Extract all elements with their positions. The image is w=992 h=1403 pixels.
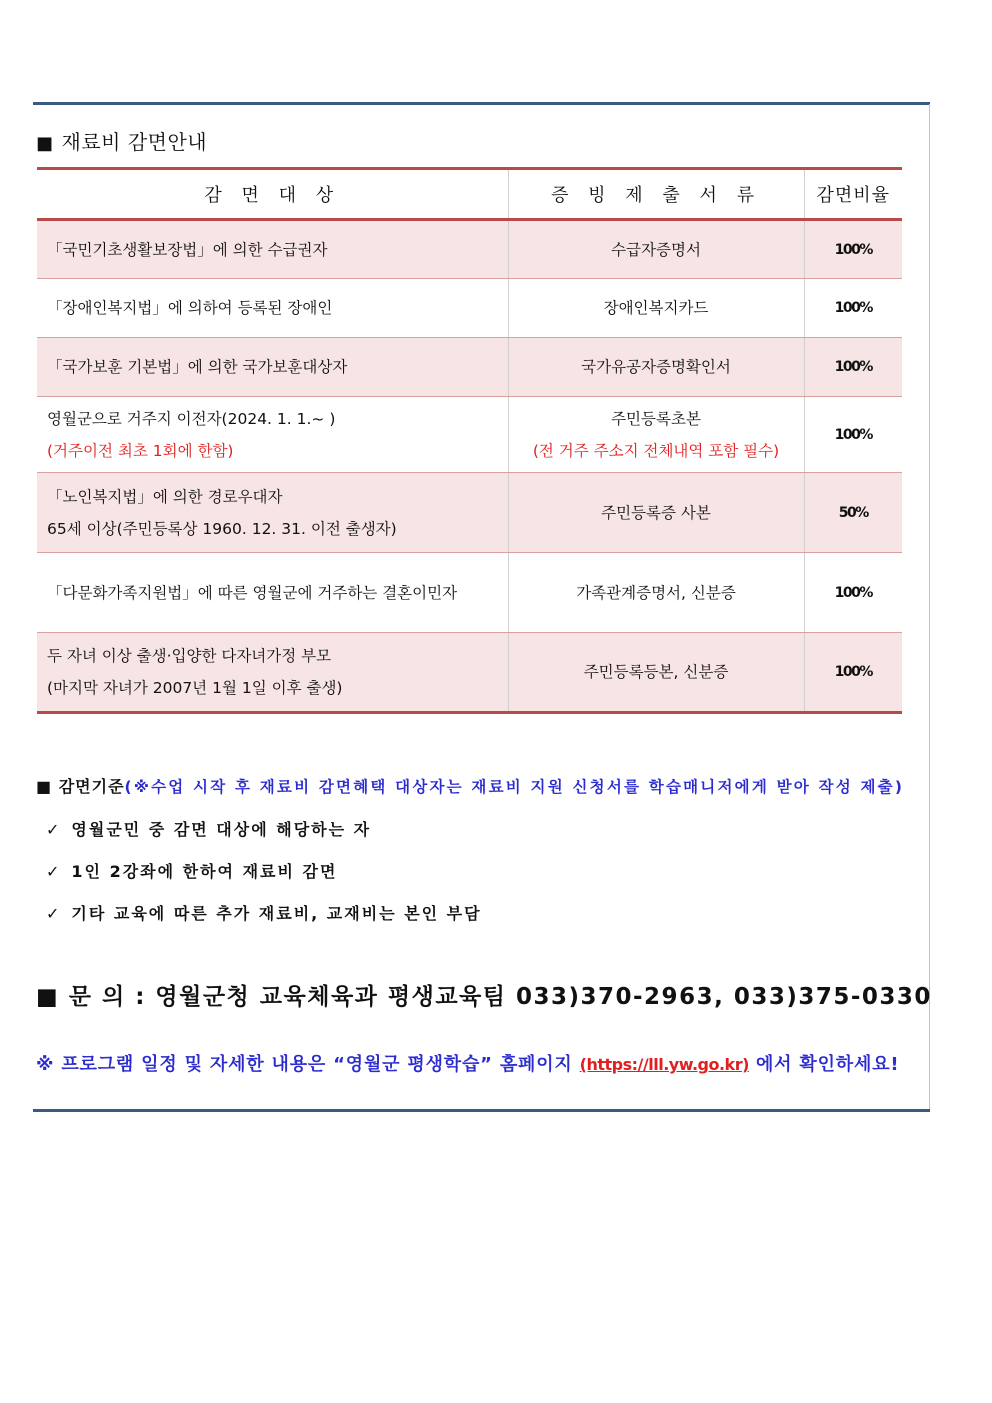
header-rate: 감면비율: [804, 169, 902, 220]
row-rate: 100%: [804, 633, 902, 713]
row-rate: 100%: [804, 338, 902, 397]
row-target: 두 자녀 이상 출생·입양한 다자녀가정 부모 (마지막 자녀가 2007년 1월 1일 이후 출생): [37, 633, 508, 713]
notice-prefix: ※ 프로그램 일정 및 자세한 내용은 “영월군 평생학습” 홈페이지: [36, 1054, 580, 1075]
contact-text: 문 의 : 영월군청 교육체육과 평생교육팀 033)370-2963, 033)375-0330: [68, 984, 932, 1010]
row-target-note: (거주이전 최초 1회에 한함): [47, 441, 234, 460]
row-document: 주민등록등본, 신분증: [508, 633, 804, 713]
row-rate: 100%: [804, 220, 902, 279]
row-target: 「국가보훈 기본법」에 의한 국가보훈대상자: [37, 338, 508, 397]
table-row: [37, 633, 902, 713]
check-icon: ✓: [46, 862, 62, 881]
criteria-heading: [36, 774, 904, 797]
homepage-link[interactable]: (https://lll.yw.go.kr): [579, 1055, 749, 1074]
notice-suffix: 에서 확인하세요!: [748, 1054, 900, 1075]
row-document: 주민등록증 사본: [508, 473, 804, 553]
table-row: [37, 553, 902, 633]
row-target: 영월군으로 거주지 이전자(2024. 1. 1.~ ) (거주이전 최초 1회에 한함): [37, 397, 508, 473]
criteria-title: 감면기준: [58, 777, 125, 796]
row-target: 「장애인복지법」에 의하여 등록된 장애인: [37, 279, 508, 338]
header-document: 증 빙 제 출 서 류: [508, 169, 804, 220]
check-icon: ✓: [46, 820, 62, 839]
square-bullet-icon: ■: [36, 984, 60, 1010]
frame-bottom-border: [33, 1109, 930, 1112]
row-document-note: (전 거주 주소지 전체내역 포함 필수): [532, 441, 780, 460]
criteria-item: ✓ 기타 교육에 따른 추가 재료비, 교재비는 본인 부담: [46, 904, 482, 923]
fee-reduction-table: [37, 167, 902, 714]
notice-line: [36, 1050, 899, 1076]
table-row: [37, 220, 902, 279]
row-document: 국가유공자증명확인서: [508, 338, 804, 397]
row-target: 「다문화가족지원법」에 따른 영월군에 거주하는 결혼이민자: [37, 553, 508, 633]
check-icon: ✓: [46, 904, 62, 923]
criteria-note: (※수업 시작 후 재료비 감면혜택 대상자는 재료비 지원 신청서를 학습매니저에게 받아 작성 제출): [124, 778, 905, 796]
section-title-text: 재료비 감면안내: [61, 130, 208, 154]
section-title: [36, 126, 207, 155]
row-document: 수급자증명서: [508, 220, 804, 279]
table-row: [37, 338, 902, 397]
criteria-item: ✓ 1인 2강좌에 한하여 재료비 감면: [46, 862, 338, 881]
frame-top-border: [33, 102, 930, 105]
table-header-row: [37, 169, 902, 220]
row-target: 「국민기초생활보장법」에 의한 수급권자: [37, 220, 508, 279]
row-document: 가족관계증명서, 신분증: [508, 553, 804, 633]
square-bullet-icon: ■: [36, 133, 54, 154]
table-row: [37, 279, 902, 338]
row-rate: 100%: [804, 397, 902, 473]
table-row: [37, 473, 902, 553]
row-target: 「노인복지법」에 의한 경로우대자 65세 이상(주민등록상 1960. 12. 31. 이전 출생자): [37, 473, 508, 553]
table-row: [37, 397, 902, 473]
row-rate: 100%: [804, 553, 902, 633]
row-document: 장애인복지카드: [508, 279, 804, 338]
contact-line: [36, 978, 932, 1011]
row-rate: 50%: [804, 473, 902, 553]
square-bullet-icon: ■: [36, 777, 53, 796]
header-target: 감 면 대 상: [37, 169, 508, 220]
criteria-item: ✓ 영월군민 중 감면 대상에 해당하는 자: [46, 820, 372, 839]
frame-right-border: [929, 104, 930, 1112]
row-document: 주민등록초본 (전 거주 주소지 전체내역 포함 필수): [508, 397, 804, 473]
row-rate: 100%: [804, 279, 902, 338]
